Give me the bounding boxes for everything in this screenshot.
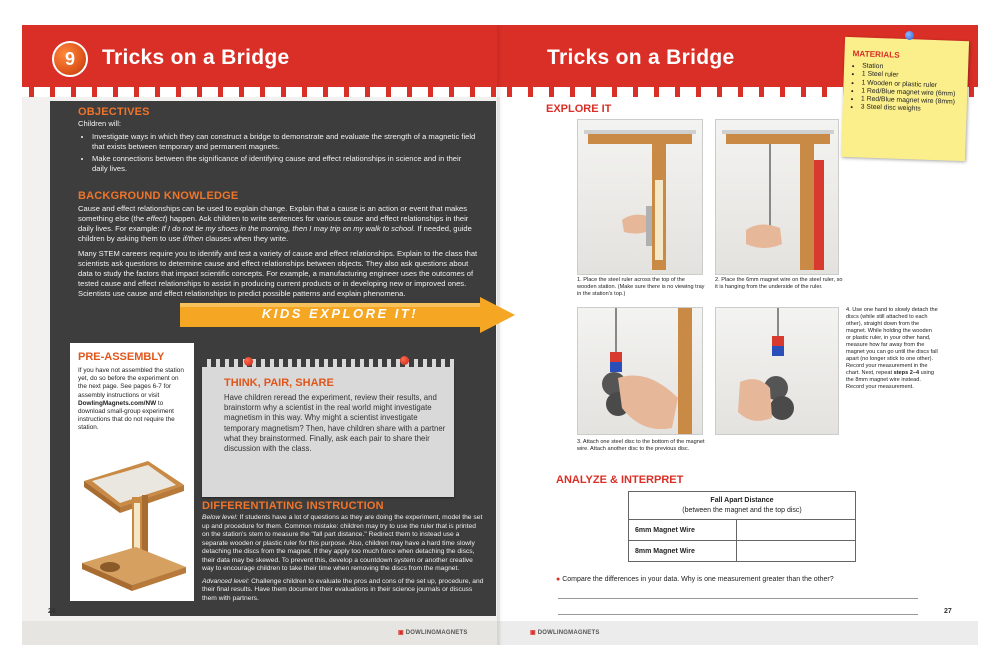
answer-line[interactable] — [558, 598, 918, 599]
text-run: Below level: — [202, 514, 238, 521]
step-1-caption: 1. Place the steel ruler across the top of the wooden station. (Make sure there is no viewing tray in the station's top.) — [577, 277, 705, 297]
magnet-wire-image — [716, 120, 839, 275]
text-run: If you have not assembled the station yet, do so before the experiment on the next page. See pages 6-7 for assembly instructions or visit — [78, 367, 184, 399]
right-page-title: Tricks on a Bridge — [547, 46, 735, 69]
fall-apart-table — [628, 491, 856, 562]
left-page-title: Tricks on a Bridge — [102, 46, 290, 69]
table-header-cell — [629, 492, 856, 520]
bullet-icon: ● — [556, 576, 561, 583]
differentiating-section — [202, 500, 484, 603]
materials-list — [849, 62, 975, 116]
left-page — [22, 25, 500, 645]
text-run: ) happen. Ask children to write sentences for various cause and effect relationships in their daily lives. For example: — [78, 214, 469, 233]
text-run: DOWLINGMAGNETS — [405, 630, 468, 636]
step-3-photo — [577, 307, 703, 435]
objectives-list — [78, 132, 478, 174]
pre-assembly-card — [70, 343, 194, 601]
text-run: If I do not tie my shoes in the morning, then I may trip on my walk to school. — [161, 224, 416, 233]
pushpin-icon — [244, 357, 253, 366]
step-1-photo — [577, 119, 703, 275]
step-2-caption: 2. Place the 6mm magnet wire on the steel ruler, so it is hanging from the underside of the ruler. — [715, 277, 843, 290]
material-item: • Station — [862, 62, 974, 74]
pre-assembly-text — [78, 367, 188, 433]
table-title: Fall Apart Distance — [710, 496, 774, 504]
material-item: • 1 Red/Blue magnet wire (8mm) — [861, 96, 973, 108]
below-level-text — [202, 514, 484, 574]
explore-heading: EXPLORE IT — [546, 103, 612, 115]
torn-edge — [22, 87, 500, 97]
right-footer-logo — [530, 629, 600, 636]
left-page-number: 26 — [48, 608, 56, 615]
chapter-badge: 9 — [52, 41, 88, 77]
torn-edge — [202, 359, 454, 367]
text-run: Challenge children to evaluate the pros and cons of the set up, procedure, and their final results. Have them document their evaluations in their science journals or discuss them with partners. — [202, 577, 484, 602]
text-run: to download small-group experiment instructions that do not require the station. — [78, 399, 175, 432]
text-run: effect — [146, 214, 165, 223]
background-heading: BACKGROUND KNOWLEDGE — [78, 190, 239, 202]
text-run: Compare the differences in your data. Why is one measurement greater than the other? — [562, 576, 834, 583]
material-item: • 1 Red/Blue magnet wire (6mm) — [861, 87, 973, 99]
magnet-logo-icon: ▣ — [530, 630, 536, 636]
text-run: If needed, guide children by asking them to use — [78, 224, 472, 243]
table-subtitle: (between the magnet and the top disc) — [682, 506, 802, 514]
text-run: DOWLINGMAGNETS — [537, 630, 600, 636]
row-label: 8mm Magnet Wire — [629, 541, 737, 562]
think-pair-share-text: Have children reread the experiment, review their results, and brainstorm why a scientist in the real world might investigate magnetism in this way. Why might a scientist investigate temporary magnetism? Then, have children share with a partner what they brainstormed. Finally, ask each pair to share their discussion with the class. — [224, 393, 446, 454]
row-value-input[interactable] — [737, 520, 856, 541]
text-run: If students have a lot of questions as they are doing the experiment, model the set up and procedure for them. Common mistake: children may try to use the ruler that is printed on the station's stem to measure the "fall part distance." Redirect them to instead use a separate wooden or plastic ruler for this purpose. Also, children may have a hard time slowly detaching the discs from the magnet. If they apply too much force when detaching the discs, their data may be skewed. To prevent this, develop a countdown system or another creative way to encourage children to take their time when removing the discs from the magnet. — [202, 514, 483, 572]
table-row — [629, 520, 856, 541]
think-pair-share-heading: THINK, PAIR, SHARE — [224, 377, 334, 389]
differentiating-heading: DIFFERENTIATING INSTRUCTION — [202, 500, 384, 512]
objective-item: • Make connections between the significance of identifying cause and effect relationships in science and in their daily lives. — [92, 154, 478, 174]
step-3-caption: 3. Attach one steel disc to the bottom of the magnet wire. Attach another disc to the previous disc. — [577, 439, 705, 452]
objectives-section — [78, 106, 478, 176]
materials-heading: MATERIALS — [852, 49, 900, 60]
material-item: • 3 Steel disc weights — [861, 104, 973, 116]
pre-assembly-heading: PRE-ASSEMBLY — [78, 351, 165, 363]
objectives-heading: OBJECTIVES — [78, 106, 150, 118]
station-ruler-image — [578, 120, 703, 275]
text-run: clauses when they write. — [203, 234, 289, 243]
download-link[interactable]: DowlingMagnets.com/NW — [78, 399, 157, 407]
text-run: steps 2–4 — [893, 370, 920, 376]
background-section — [78, 190, 480, 299]
objectives-intro: Children will: — [78, 119, 122, 128]
text-run: using the 8mm magnet wire instead. Record your measurement. — [846, 370, 935, 390]
materials-note — [841, 37, 969, 161]
discs-detaching-image — [716, 308, 839, 435]
row-label: 6mm Magnet Wire — [629, 520, 737, 541]
text-run: Cause and effect relationships can be used to explain change. Explain that a cause is an action or event that makes something else (the — [78, 204, 468, 223]
row-value-input[interactable] — [737, 541, 856, 562]
step-2-photo — [715, 119, 839, 275]
text-run: Advanced level: — [202, 577, 250, 585]
think-pair-share-card — [202, 365, 454, 497]
compare-question — [556, 576, 834, 583]
page-gutter — [497, 25, 503, 645]
pushpin-icon — [400, 356, 409, 365]
analyze-heading: ANALYZE & INTERPRET — [556, 474, 684, 486]
magnet-logo-icon: ▣ — [398, 630, 404, 636]
material-item: • 1 Wooden or plastic ruler — [861, 79, 973, 91]
table-row — [629, 541, 856, 562]
material-item: • 1 Steel ruler — [862, 71, 974, 83]
discs-attached-image — [578, 308, 703, 435]
advanced-level-text — [202, 578, 484, 604]
right-page-number: 27 — [944, 608, 952, 615]
objective-item: • Investigate ways in which they can construct a bridge to demonstrate and evaluate the strength of a magnetic field that exists between temporary and permanent magnets. — [92, 132, 478, 152]
pushpin-icon — [905, 31, 914, 40]
background-para-1 — [78, 204, 480, 244]
text-run: 4. Use one hand to slowly detach the discs (while still attached to each other), straight down from the magnet. While holding the wooden or plastic ruler, in your other hand, measure how far away from the magnet you can go until the discs fall apart (no longer stick to one other). Record your measurement in the chart. Next, repeat — [846, 307, 938, 376]
kids-explore-label: KIDS EXPLORE IT! — [261, 306, 419, 321]
left-footer-logo — [398, 629, 468, 636]
answer-line[interactable] — [558, 614, 918, 615]
step-4-photo — [715, 307, 839, 435]
step-4-caption — [846, 307, 938, 391]
background-para-2: Many STEM careers require you to identify and test a variety of cause and effect relationships. Explain to the class that scientists ask questions to determine cause and effect relationships between objects. They also ask questions about data to study the factors that impact scientific concepts. For example, a manufacturing engineer uses the outcomes of tested cause and effect relationships to assist in producing current products or in developing new or improved ones. Scientists use cause and effect relationships to predict possible patterns and explain phenomena. — [78, 249, 478, 298]
text-run: if/then — [182, 234, 204, 243]
station-illustration — [76, 451, 190, 597]
